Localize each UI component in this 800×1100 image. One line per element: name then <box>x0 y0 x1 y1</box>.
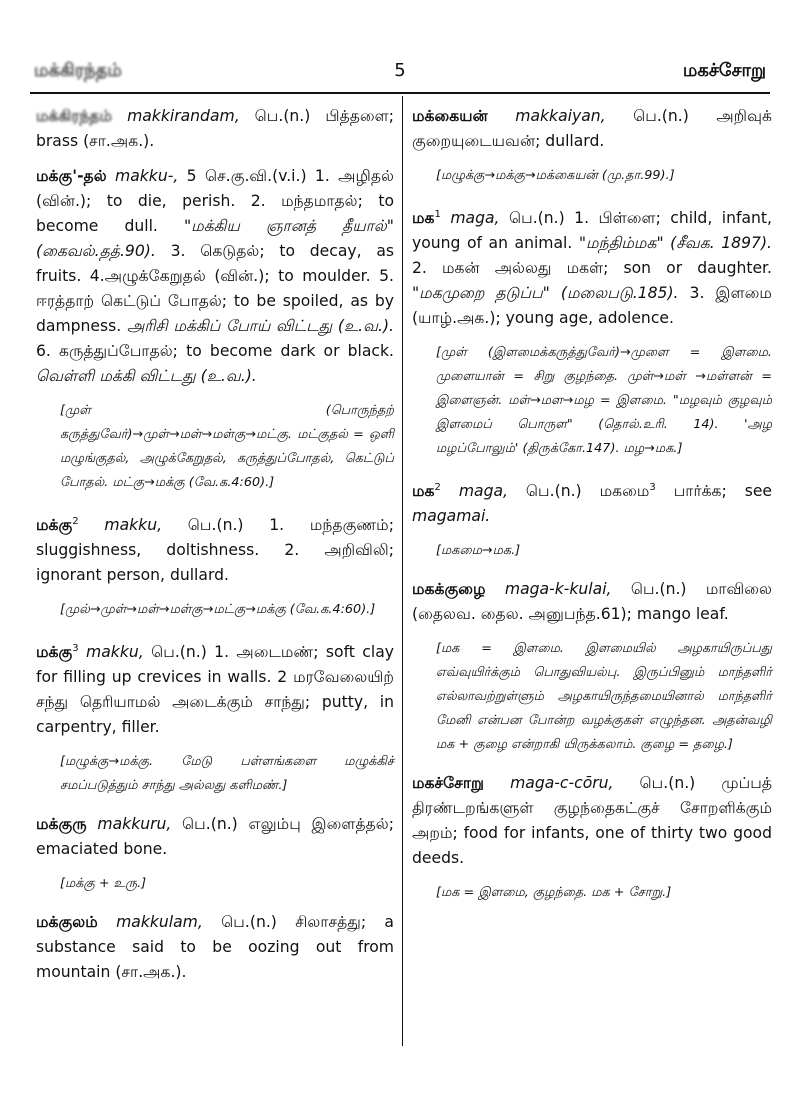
headword: மக்குலம் <box>36 913 98 932</box>
right-column <box>412 104 772 919</box>
entry-makkirandam <box>36 104 394 154</box>
transliteration: makku, <box>104 516 163 535</box>
etymology-note: [மக்கு + உரு.] <box>60 876 147 892</box>
entry-maga-c-coru <box>412 771 772 871</box>
entry-maga-1 <box>412 202 772 331</box>
definition: பார்க்க; see <box>673 482 773 501</box>
entry-maga-k-kulai <box>412 577 772 627</box>
entry-makkuru <box>36 812 394 862</box>
definition: 3. கெடுதல்; to decay, as fruits. 4.அழுக்கேறுதல் (வின்.); to moulder. 5. ஈரத்தாற் கெட்டுப் போதல்; to be spoiled, as by dampness. <box>36 242 394 335</box>
definition: மாவிலை (தைலவ. தைல. அனுபந்த.61); mango leaf. <box>412 580 772 624</box>
column-divider <box>402 96 403 1046</box>
homonym-number: 3 <box>649 482 656 494</box>
etymology-note: [மழுக்கு→மக்கு. மேடு பள்ளங்களை மழுக்கிச் சமப்படுத்தும் சாந்து அல்லது களிமண்.] <box>60 754 394 794</box>
entry-makkulam <box>36 910 394 985</box>
entry-makkaiyan <box>412 104 772 154</box>
headword: மக்கு <box>36 516 73 535</box>
citation: "மகமுறை தடுப்ப" (மலைபடு.185). <box>412 284 679 303</box>
part-of-speech: பெ.(n.) <box>182 815 238 834</box>
etymology-note: [மகமை→மக.] <box>436 543 521 559</box>
header-right-guideword: மகச்சோறு <box>682 60 766 81</box>
headword: மக்கிரந்தம் <box>36 107 113 125</box>
etymology-note: [முல்→முள்→மள்→மள்கு→மட்கு→மக்கு (வே.க.4:60).] <box>60 602 376 618</box>
homonym-number: 1 <box>434 209 441 220</box>
definition: 2. மகன் அல்லது மகள்; son or daughter. <box>412 259 772 278</box>
transliteration: makku-, <box>115 167 179 185</box>
homonym-number: 2 <box>434 482 441 494</box>
cross-reference: magamai. <box>412 507 491 526</box>
part-of-speech: பெ.(n.) <box>187 516 244 535</box>
definition: 1. பிள்ளை; child, infant, young of an animal. <box>412 209 772 253</box>
headword: மக்கு <box>36 643 73 662</box>
transliteration: maga-c-cōru, <box>510 774 614 793</box>
headword: மக <box>412 209 435 228</box>
definition: சிலாசத்து; a substance said to be oozing out from mountain (சா.அக.). <box>36 913 394 982</box>
definition: 1. அடைமண்; soft clay for filling up crevices in walls. 2 மரவேலையிற் சந்து தெரியாமல் அடைக்கும் சாந்து; putty, in carpentry, filler. <box>36 643 394 737</box>
homonym-number: 3 <box>72 643 79 655</box>
etymology-note: [மக = இளமை, குழந்தை. மக + சோறு.] <box>436 885 672 901</box>
definition: முப்பத் திரண்டறங்களுள் குழந்தைகட்குச் சோறளிக்கும் அறம்; food for infants, one of thirty two good deeds. <box>412 774 772 868</box>
definition: 6. கருத்துப்போதல்; to become dark or black. <box>36 342 394 360</box>
part-of-speech: பெ.(n.) <box>151 643 207 662</box>
transliteration: maga-k-kulai, <box>504 580 612 599</box>
entry-makku-2 <box>36 509 394 588</box>
etymology-note: [முள் (பொருந்தற் கருத்துவேர்)→முள்→மள்→மள்கு→மட்கு. மட்குதல் = ஒளி மழுங்குதல், அழுக்கேறுதல், கருத்துப்போதல், கெட்டுப் போதல். மட்கு→மக்கு (வே.க.4:60).] <box>60 403 394 490</box>
headword: மக்கையன் <box>412 107 488 125</box>
entry-makku-1 <box>36 164 394 389</box>
entry-maga-2 <box>412 475 772 529</box>
definition: பித்தளை; brass (சா.அக.). <box>36 107 394 150</box>
transliteration: makkuru, <box>97 815 172 834</box>
citation: "மந்திம்மக" (சீவக. 1897). <box>578 234 772 253</box>
definition: எலும்பு இளைத்தல்; emaciated bone. <box>36 815 394 859</box>
homonym-number: 2 <box>72 516 79 527</box>
headword: மகச்சோறு <box>412 774 485 793</box>
part-of-speech: பெ.(n.) <box>508 209 565 228</box>
definition: மகமை <box>599 482 650 501</box>
definition: அறிவுக் குறையுடையவன்; dullard. <box>412 107 772 150</box>
definition: 1. மந்தகுணம்; sluggishness, doltishness. 2. அறிவிலி; ignorant person, dullard. <box>36 516 394 585</box>
part-of-speech: பெ.(n.) <box>221 913 277 932</box>
transliteration: makkulam, <box>116 913 203 932</box>
usage-example: வெள்ளி மக்கி விட்டது (உ.வ.). <box>36 367 257 385</box>
definition: 3. இளமை (யாழ்.அக.); young age, adolence. <box>412 284 772 328</box>
transliteration: maga, <box>458 482 508 501</box>
transliteration: makku, <box>86 643 144 662</box>
left-column <box>36 104 394 995</box>
header-left-guideword: மக்கிரந்தம் <box>34 60 122 81</box>
headword: மகக்குழை <box>412 580 486 599</box>
etymology-note: [மக = இளமை. இளமையில் அழகாயிருப்பது எவ்வுயிர்க்கும் பொதுவியல்பு. இருப்பினும் மாந்தளிர் எல்லாவற்றுள்ளும் அழகாயிருந்தமையினால் மாந்தளிர் மேனி என்பன போன்ற வழக்குகள் எழுந்தன. அதன்வழி மக + குழை என்றாகி யிருக்கலாம். குழை = தழை.] <box>436 641 772 753</box>
transliteration: maga, <box>450 209 500 228</box>
entry-makku-3 <box>36 636 394 740</box>
headword: மக்குரு <box>36 815 87 834</box>
part-of-speech: பெ.(n.) <box>633 107 689 125</box>
part-of-speech: பெ.(n.) <box>630 580 687 599</box>
headword: மக்கு'-தல் <box>36 167 107 185</box>
definition: 1. அழிதல் (வின்.); to die, perish. 2. மந்தமாதல்; to become dull. <box>36 167 394 235</box>
etymology-note: [மழுக்கு→மக்கு→மக்கையன் (மு.தா.99).] <box>436 168 675 183</box>
citation: "மக்கிய ஞானத் தீயால்" (கைவல்.தத்.90). <box>36 217 394 260</box>
part-of-speech: பெ.(n.) <box>254 107 311 125</box>
usage-example: அரிசி மக்கிப் போய் விட்டது (உ.வ.). <box>126 317 394 335</box>
page-header <box>30 58 770 94</box>
transliteration: makkaiyan, <box>515 107 606 125</box>
page-number: 5 <box>394 60 406 81</box>
part-of-speech: பெ.(n.) <box>525 482 582 501</box>
transliteration: makkirandam, <box>127 107 240 125</box>
part-of-speech: பெ.(n.) <box>639 774 696 793</box>
etymology-note: [முள் (இளமைக்கருத்துவேர்)→முளை = இளமை. முளையான் = சிறு குழந்தை. முள்→மள் →மள்ளன் = இளைஞன். மள்→மள→மழ = இளமை. "மழவும் குழவும் இளமைப் பொருள" (தொல்.உரி. 14). 'அழ மழப்போலும்' (திருக்கோ.147). மழ→மக.] <box>436 345 772 457</box>
part-of-speech: 5 செ.கு.வி.(v.i.) <box>186 167 307 185</box>
headword: மக <box>412 482 435 501</box>
